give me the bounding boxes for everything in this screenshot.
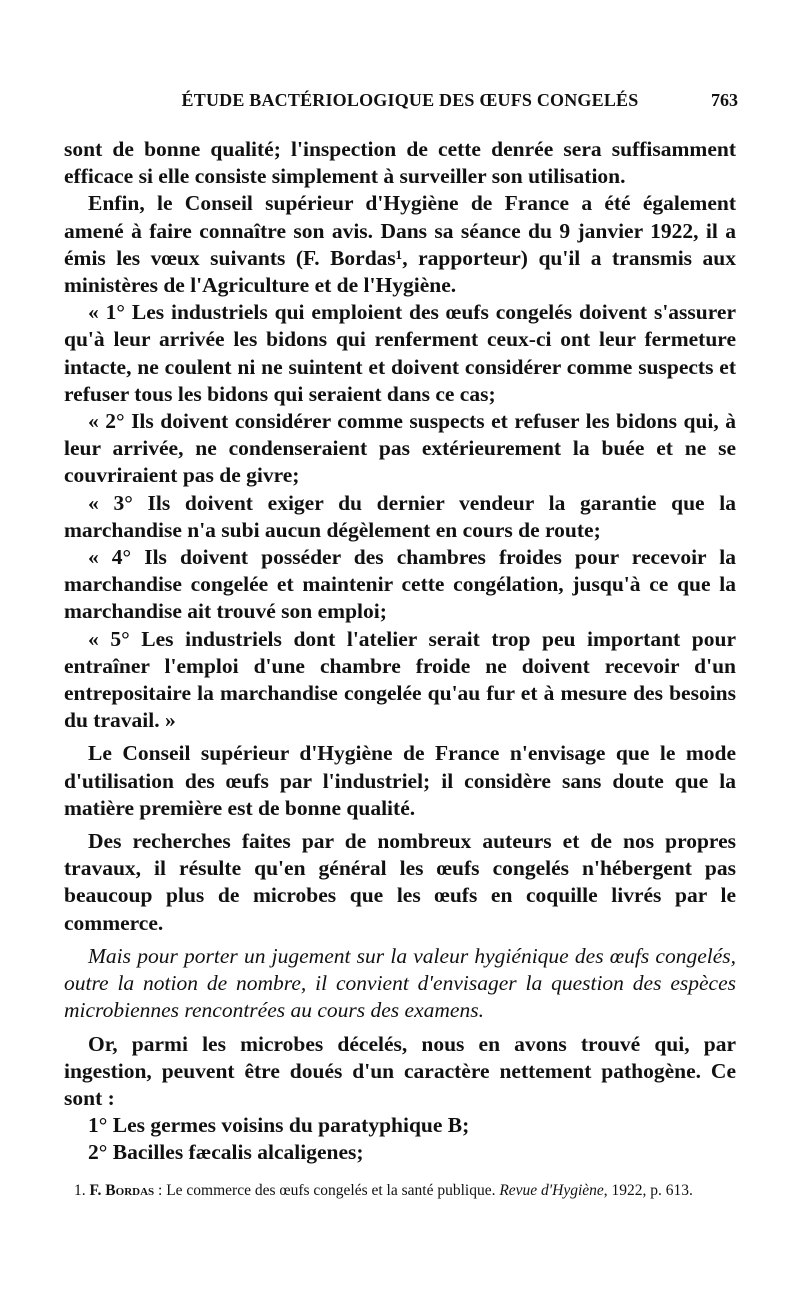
paragraph-jugement: Mais pour porter un jugement sur la valeur hygiénique des œufs congelés, outre la notion de nombre, il convient d'envisager la question des espèces microbiennes rencontrées au cours des examens.: [64, 943, 736, 1023]
paragraph-mode-utilisation: Le Conseil supérieur d'Hygiène de France n'envisage que le mode d'utilisation des œufs par l'industriel; il considère sans doute que la matière première est de bonne qualité.: [64, 741, 736, 820]
paragraph-microbes: Or, parmi les microbes décelés, nous en avons trouvé qui, par ingestion, peuvent être doués d'un caractère nettement pathogène. Ce sont :: [64, 1031, 736, 1110]
list-item-paratyphique: 1° Les germes voisins du paratyphique B;: [88, 1113, 470, 1138]
vow-5: « 5° Les industriels dont l'atelier serait trop peu important pour entraîner l'emploi d'une chambre froide ne doivent recevoir d'un entrepositaire la marchandise congelée qu'au fur et à mesure des besoins du travail. »: [64, 626, 736, 733]
list-item-bacilles: 2° Bacilles fæcalis alcaligenes;: [88, 1140, 364, 1165]
page-number: 763: [711, 90, 738, 110]
footnote-author: F. Bordas: [89, 1182, 155, 1199]
paragraph-continuation: sont de bonne qualité; l'inspection de cette denrée sera suffisamment efficace si elle consiste simplement à surveiller son utilisation.: [64, 137, 736, 189]
footnote: [64, 1180, 736, 1201]
footnote-number: 1.: [74, 1182, 86, 1199]
footnote-details: , 1922, p. 613.: [603, 1182, 693, 1199]
vow-1: « 1° Les industriels qui emploient des œufs congelés doivent s'assurer qu'à leur arrivée les bidons qui renferment ceux-ci ont leur fermeture intacte, ne coulent ni ne suintent et doivent considérer comme suspects et refuser tous les bidons qui seraient dans ce cas;: [64, 300, 736, 406]
vow-3: « 3° Ils doivent exiger du dernier vendeur la garantie que la marchandise n'a subi aucun dégèlement en cours de route;: [64, 490, 736, 542]
vow-4: « 4° Ils doivent posséder des chambres froides pour recevoir la marchandise congelée et maintenir cette congélation, jusqu'à ce que la marchandise ait trouvé son emploi;: [64, 545, 736, 624]
running-head: [64, 90, 740, 114]
footnote-journal: Revue d'Hygiène: [499, 1182, 604, 1199]
running-title: ÉTUDE BACTÉRIOLOGIQUE DES ŒUFS CONGELÉS: [181, 90, 639, 110]
paragraph-recherches: Des recherches faites par de nombreux auteurs et de nos propres travaux, il résulte qu'en général les œufs congelés n'hébergent pas beaucoup plus de microbes que les œufs en coquille livrés par le commerce.: [64, 829, 736, 935]
footnote-entry: [64, 1180, 736, 1201]
footnote-text: : Le commerce des œufs congelés et la santé publique.: [158, 1182, 496, 1199]
vow-2: « 2° Ils doivent considérer comme suspects et refuser les bidons qui, à leur arrivée, ne condenseraient pas extérieurement la buée et ne se couvriraient pas de givre;: [64, 409, 736, 488]
body-text: [64, 136, 736, 1167]
paragraph-conseil: Enfin, le Conseil supérieur d'Hygiène de France a été également amené à faire connaître son avis. Dans sa séance du 9 janvier 1922, il a émis les vœux suivants (F. Bordas¹, rapporteur) qu'il a transmis aux ministères de l'Agriculture et de l'Hygiène.: [64, 191, 736, 298]
